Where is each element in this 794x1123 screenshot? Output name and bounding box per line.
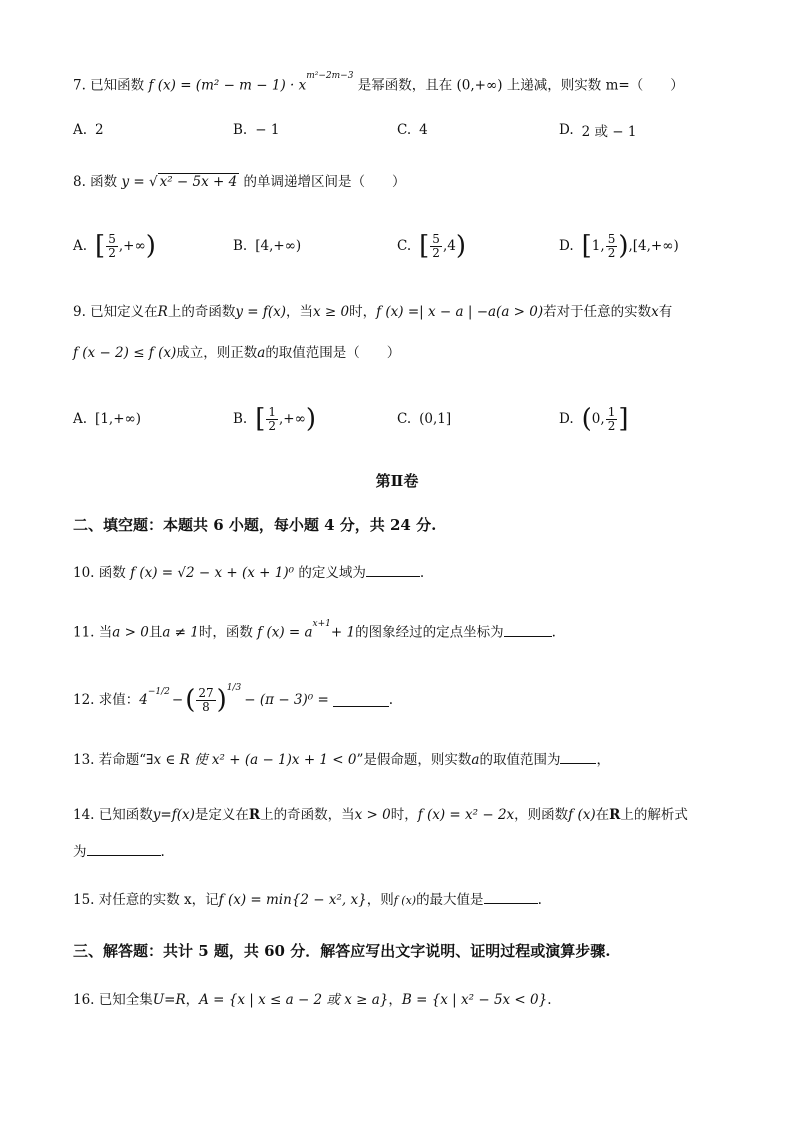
- option-text: ,+∞: [279, 411, 306, 427]
- bracket-left: [: [95, 231, 106, 261]
- option-label: D.: [559, 122, 574, 138]
- q7-stem-text-b: 是幂函数，且在: [357, 77, 453, 94]
- q11-text: 且: [148, 624, 163, 641]
- q16-set-a: A = {x | x ≤ a − 2 或 x ≥ a}: [199, 992, 389, 1008]
- q15-text: 的最大值是: [416, 892, 484, 908]
- option-label: B.: [233, 122, 248, 138]
- option-text: 0,: [591, 411, 605, 427]
- q7-exponent: m²−2m−3: [306, 71, 354, 81]
- option-text: 4: [419, 122, 428, 138]
- q9-text: 上的奇函数: [167, 304, 236, 320]
- q11-condition: a > 0: [112, 624, 149, 641]
- fraction: [106, 233, 118, 260]
- q8-option-c[interactable]: [397, 226, 466, 266]
- q9-text: 成立，则正数: [176, 345, 258, 361]
- q14-text: 为: [73, 844, 87, 860]
- q9-option-a[interactable]: [73, 399, 141, 439]
- numerator: 5: [607, 231, 616, 246]
- q15-text: 15. 对任意的实数 x，记: [73, 892, 219, 908]
- q14-text: 是定义在: [194, 807, 249, 823]
- paren-right: ): [305, 404, 317, 434]
- question-14-line2: [73, 842, 734, 862]
- q7-option-d[interactable]: [559, 110, 637, 150]
- option-label: C.: [397, 122, 412, 138]
- q11-expression: + 1: [330, 624, 356, 641]
- option-text: ,+∞: [118, 238, 146, 254]
- q8-lhs: y =: [121, 174, 145, 190]
- option-label: C.: [397, 238, 412, 254]
- option-text: 2 或 − 1: [581, 124, 637, 140]
- q7-stem-text: 7. 已知函数: [73, 77, 145, 94]
- q16-text: 16. 已知全集: [73, 992, 153, 1008]
- q12-end: .: [388, 692, 394, 708]
- numerator: 5: [432, 231, 440, 246]
- q14-function: f (x): [568, 807, 596, 823]
- q15-definition: f (x) = min{2 − x², x}: [218, 892, 367, 908]
- q9-option-d[interactable]: [559, 399, 628, 439]
- section-two-heading: 二、填空题：本题共 6 小题，每小题 4 分，共 24 分.: [73, 516, 437, 534]
- q9-condition: x ≥ 0: [313, 304, 350, 320]
- q16-text: ，: [388, 992, 402, 1008]
- q7-option-a[interactable]: [73, 110, 104, 150]
- q11-text: 11. 当: [73, 624, 113, 641]
- q9-text: 9. 已知定义在: [73, 304, 158, 320]
- option-label: D.: [559, 411, 574, 427]
- question-9-stem-line1: [73, 302, 734, 322]
- q14-set-r: R: [609, 807, 621, 823]
- q9-text: 有: [658, 304, 673, 320]
- option-text: − 1: [255, 122, 280, 138]
- denominator: 2: [268, 418, 277, 433]
- q11-expression: f (x) = a: [257, 624, 313, 641]
- q8-stem-text: 8. 函数: [73, 174, 118, 190]
- paren-right: ): [455, 231, 466, 261]
- question-9-stem-line2: [73, 343, 734, 363]
- bracket-left: [: [581, 231, 592, 261]
- bracket-left: [: [419, 231, 430, 261]
- numerator: 1: [268, 404, 277, 419]
- q16-text: ，: [185, 992, 200, 1008]
- q9-text: 的取值范围是（ ）: [265, 345, 401, 361]
- option-label: D.: [559, 238, 574, 254]
- denominator: 2: [108, 245, 116, 260]
- denominator: 2: [607, 418, 616, 433]
- numerator: 27: [198, 685, 214, 700]
- option-text: 1,: [591, 238, 605, 254]
- part-two-title: 第Ⅱ卷: [375, 472, 419, 490]
- denominator: 2: [432, 245, 440, 260]
- question-15: [73, 890, 734, 911]
- question-16: [73, 990, 734, 1010]
- q7-option-c[interactable]: [397, 110, 428, 150]
- q10-text: 10. 函数: [73, 565, 126, 581]
- q7-stem-text-c: 上递减，则实数 m=（ ）: [506, 77, 684, 94]
- q16-universal-set: U=R: [152, 992, 186, 1008]
- answer-blank[interactable]: [366, 564, 420, 577]
- q14-text: 上的奇函数，当: [260, 807, 355, 823]
- q8-stem-text-b: 的单调递增区间是（ ）: [243, 174, 406, 190]
- option-text: ,[4,+∞): [628, 238, 679, 254]
- q9-inequality: f (x − 2) ≤ f (x): [73, 345, 177, 361]
- q13-text: ”是假命题，则实数: [356, 752, 472, 768]
- q11-text: 的图象经过的定点坐标为: [355, 624, 504, 641]
- paren-right: ): [216, 685, 227, 715]
- q13-variable: a: [471, 752, 480, 768]
- section-three-heading: 三、解答题：共计 5 题，共 60 分．解答应写出文字说明、证明过程或演算步骤.: [73, 942, 611, 960]
- question-8-stem: [73, 172, 734, 192]
- paren-right: ): [618, 231, 629, 261]
- q12-text: 12. 求值：: [73, 692, 140, 708]
- paren-left: (: [581, 404, 592, 434]
- option-label: C.: [397, 411, 412, 427]
- q14-text: 在: [595, 807, 610, 823]
- q15-end: .: [537, 892, 542, 908]
- fraction: [606, 233, 618, 260]
- q9-text: ，当: [286, 304, 314, 320]
- option-label: A.: [73, 238, 88, 254]
- answer-blank[interactable]: [484, 891, 538, 904]
- paren-right: ): [145, 231, 156, 261]
- q7-interval: (0,+∞): [456, 77, 503, 94]
- q12-base: 4: [139, 692, 148, 708]
- answer-blank[interactable]: [504, 624, 552, 637]
- question-7-stem: [73, 72, 734, 96]
- numerator: 5: [108, 231, 116, 246]
- q7-function: f (x) = (m² − m − 1) · x: [148, 77, 307, 94]
- q10-end: .: [419, 565, 425, 581]
- q14-end: .: [160, 844, 165, 860]
- option-text: [1,+∞): [95, 411, 142, 427]
- q9-definition: f (x) =| x − a | −a(a > 0): [376, 304, 544, 320]
- q13-text: 的取值范围为: [479, 752, 561, 768]
- answer-blank[interactable]: [560, 751, 596, 764]
- q12-exponent: −1/2: [147, 687, 170, 697]
- q11-condition: a ≠ 1: [162, 624, 199, 641]
- question-14-line1: [73, 805, 734, 825]
- q16-set-b: B = {x | x² − 5x < 0}: [401, 992, 548, 1008]
- q8-option-d[interactable]: [559, 226, 679, 266]
- option-text: (0,1]: [419, 411, 452, 427]
- q13-end: ，: [596, 752, 610, 768]
- option-label: B.: [233, 238, 248, 254]
- q12-expression: − (π − 3)⁰ =: [244, 692, 329, 708]
- denominator: 8: [202, 699, 210, 714]
- sqrt-symbol: √: [149, 174, 158, 190]
- q9-option-c[interactable]: [397, 399, 451, 439]
- answer-blank[interactable]: [333, 694, 389, 707]
- q9-set-r: R: [157, 304, 168, 320]
- paren-left: (: [185, 685, 196, 715]
- q14-function: y=f(x): [152, 807, 195, 823]
- q13-proposition: ∃x ∈ R 使 x² + (a − 1)x + 1 < 0: [146, 752, 357, 768]
- q8-radicand: x² − 5x + 4: [159, 174, 238, 190]
- q15-text: ，则: [366, 892, 394, 908]
- q9-function: y = f(x): [235, 304, 287, 320]
- q9-option-b[interactable]: [233, 399, 316, 439]
- q12-operator: −: [171, 692, 184, 708]
- fraction: [266, 406, 278, 433]
- q10-expression: f (x) = √2 − x + (x + 1)⁰: [130, 565, 295, 581]
- bracket-right: ]: [618, 404, 629, 434]
- option-text: [4,+∞): [255, 238, 302, 254]
- option-label: B.: [233, 411, 248, 427]
- q15-function: f (x): [393, 894, 417, 907]
- q14-set-r: R: [248, 807, 261, 823]
- q7-option-b[interactable]: [233, 110, 279, 150]
- q9-variable: x: [651, 304, 659, 320]
- q8-option-b[interactable]: [233, 226, 301, 266]
- question-10: [73, 563, 734, 583]
- q14-text: 上的解析式: [620, 807, 688, 823]
- numerator: 1: [607, 404, 616, 419]
- question-9-options: [73, 399, 713, 439]
- q11-exponent: x+1: [312, 619, 331, 629]
- q14-text: 时，: [390, 807, 418, 823]
- bracket-left: [: [255, 404, 266, 434]
- answer-blank[interactable]: [87, 843, 161, 856]
- q10-text: 的定义域为: [298, 565, 366, 581]
- q12-exponent: 1/3: [226, 683, 242, 693]
- q9-variable: a: [257, 345, 266, 361]
- fraction: [430, 233, 442, 260]
- question-7-options: [73, 110, 713, 150]
- option-label: A.: [73, 411, 88, 427]
- q9-text: 时，: [349, 304, 377, 320]
- q16-end: .: [547, 992, 552, 1008]
- fraction: [606, 406, 618, 433]
- q14-text: ，则函数: [514, 807, 569, 823]
- q9-text: 若对于任意的实数: [543, 304, 652, 320]
- q8-option-a[interactable]: [73, 226, 156, 266]
- question-12: [73, 680, 734, 720]
- q14-definition: f (x) = x² − 2x: [417, 807, 515, 823]
- q14-condition: x > 0: [354, 807, 391, 823]
- fraction: [196, 687, 215, 714]
- question-8-options: [73, 226, 713, 266]
- question-13: [73, 750, 734, 770]
- q13-text: 13. 若命题“: [73, 752, 147, 768]
- option-text: 2: [95, 122, 104, 138]
- q11-text: 时，函数: [198, 624, 253, 641]
- q11-end: .: [551, 624, 556, 641]
- option-label: A.: [73, 122, 88, 138]
- question-11: [73, 619, 734, 643]
- denominator: 2: [607, 245, 616, 260]
- q14-text: 14. 已知函数: [73, 807, 153, 823]
- option-text: ,4: [442, 238, 456, 254]
